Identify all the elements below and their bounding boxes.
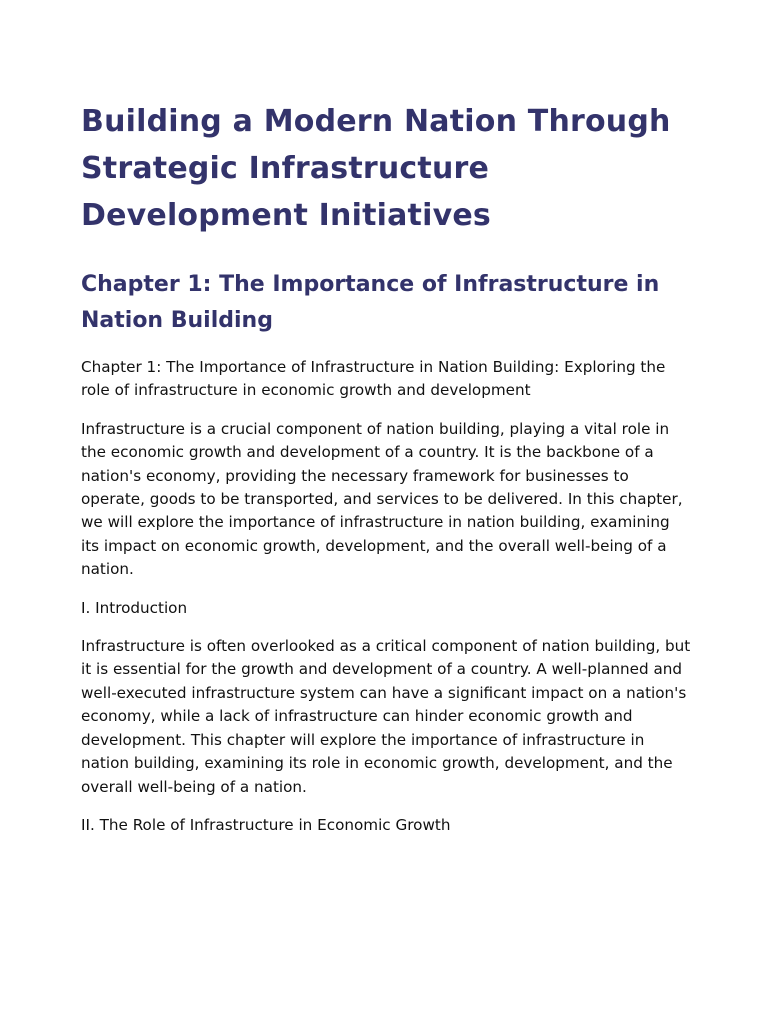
paragraph-chapter-intro: Chapter 1: The Importance of Infrastructure in Nation Building: Exploring the role of infrastructure in economic growth and development — [81, 358, 666, 400]
document-page — [81, 98, 691, 837]
section-heading-introduction: I. Introduction — [81, 598, 188, 617]
paragraph-overview: Infrastructure is a crucial component of nation building, playing a vital role in the economic growth and development of a country. It is the backbone of a nation's economy, providing the necessary framework for businesses to operate, goods to be transported, and services to be delivered. In this chapter, we will explore the importance of infrastructure in nation building, examining its impact on economic growth, development, and the overall well-being of a nation. — [81, 419, 683, 579]
chapter-heading: Chapter 1: The Importance of Infrastructure in Nation Building — [81, 272, 660, 333]
paragraph-introduction: Infrastructure is often overlooked as a critical component of nation building, but it is essential for the growth and development of a country. A well-planned and well-executed infrastructure system can have a significant impact on a nation's economy, while a lack of infrastructure can hinder economic growth and development. This chapter will explore the importance of infrastructure in nation building, examining its role in economic growth, development, and the overall well-being of a nation. — [81, 637, 691, 796]
document-title: Building a Modern Nation Through Strategic Infrastructure Development Initiatives — [81, 104, 671, 233]
section-heading-economic-growth: II. The Role of Infrastructure in Economic Growth — [81, 815, 451, 834]
